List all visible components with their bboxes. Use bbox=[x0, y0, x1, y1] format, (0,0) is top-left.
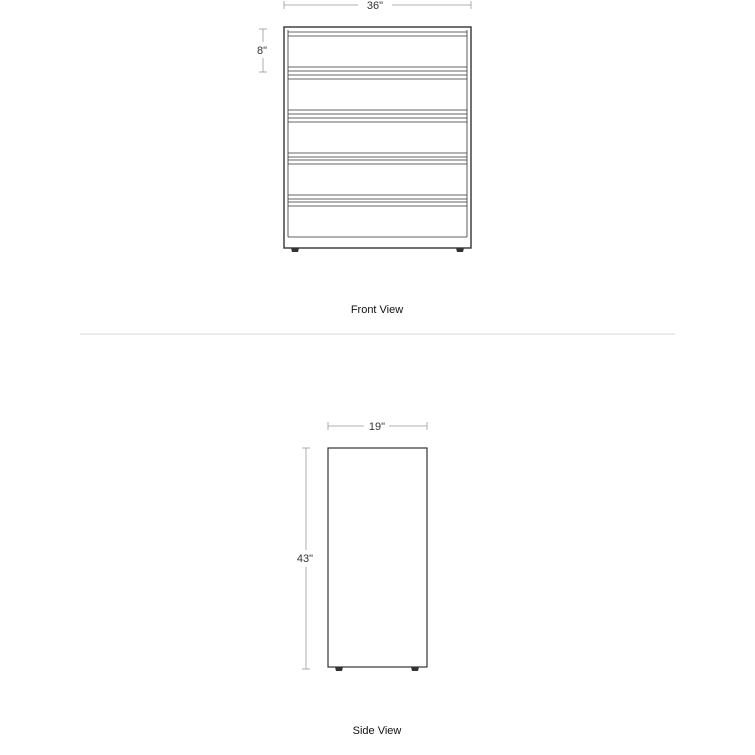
front-foot-left bbox=[291, 248, 299, 252]
side-cabinet-body bbox=[328, 448, 427, 667]
front-drawer-3 bbox=[288, 118, 467, 157]
side-view bbox=[297, 421, 427, 737]
front-drawer-4 bbox=[288, 160, 467, 199]
side-foot-right bbox=[411, 667, 419, 671]
side-depth-label: 19" bbox=[368, 421, 386, 433]
front-drawer-1 bbox=[288, 32, 467, 71]
front-foot-right bbox=[456, 248, 464, 252]
front-drawer-5 bbox=[288, 202, 467, 206]
front-cabinet-body bbox=[284, 27, 471, 248]
side-view-label: Side View bbox=[352, 725, 402, 737]
front-view bbox=[257, 0, 471, 316]
front-cabinet-outline bbox=[284, 27, 471, 248]
front-view-label: Front View bbox=[350, 304, 404, 316]
side-cabinet-outline bbox=[328, 448, 427, 667]
side-foot-left bbox=[335, 667, 343, 671]
side-height-label: 43" bbox=[296, 553, 314, 565]
front-drawer-2 bbox=[288, 75, 467, 114]
front-width-label: 36" bbox=[366, 0, 384, 12]
front-drawer-height-label: 8" bbox=[256, 45, 268, 57]
